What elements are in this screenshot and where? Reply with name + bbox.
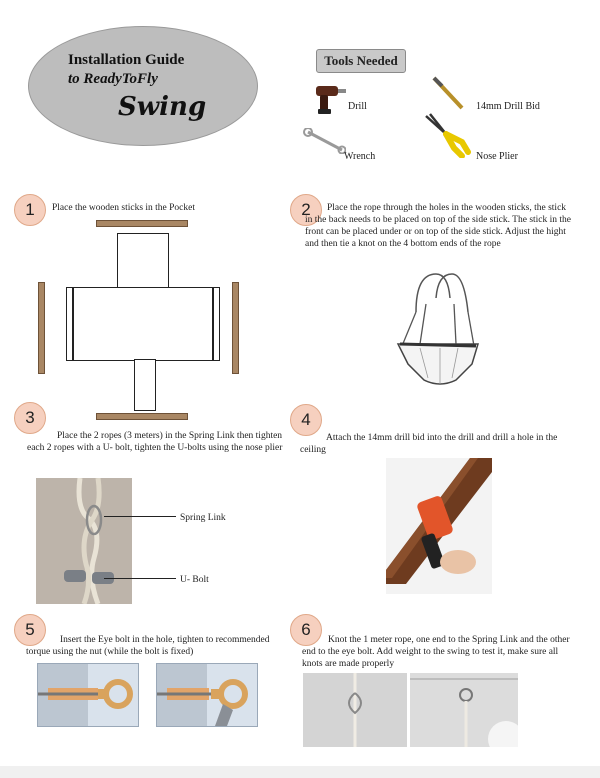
wooden-stick-left [38, 282, 45, 374]
u-bolt-pointer [104, 578, 176, 579]
step-6-photo-2 [410, 673, 518, 747]
step-6-text: Knot the 1 meter rope, one end to the Spring Link and the other end to the eye bolt. Add weight to the swing to test it, make sure all knots are made properly [302, 635, 570, 669]
eye-bolt-panel-1 [37, 663, 139, 727]
drill-bit-icon [428, 74, 468, 114]
tool-label-nose-plier: Nose Plier [476, 151, 518, 162]
swing-illustration [390, 268, 486, 402]
u-bolt-label: U- Bolt [180, 575, 209, 585]
drill-ceiling-illustration [386, 458, 492, 594]
tools-needed-header: Tools Needed [316, 49, 406, 73]
spring-link-label: Spring Link [180, 513, 226, 523]
step-2-badge: 2 [290, 194, 322, 226]
step-6-badge: 6 [290, 614, 322, 646]
step-1-text: Place the wooden sticks in the Pocket [52, 203, 195, 213]
title-swing: Swing [118, 92, 207, 122]
nose-plier-icon [424, 112, 472, 158]
step-3-badge: 3 [14, 402, 46, 434]
step-4-text: Attach the 14mm drill bid into the drill and drill a hole in the ceiling [300, 433, 558, 455]
eye-bolt-ceiling-photo-illustration [410, 673, 518, 747]
step-3-text: Place the 2 ropes (3 meters) in the Spring Link then tighten each 2 ropes with a U- bolt, tighten the U-bolts using the nose plier [27, 431, 283, 453]
pocket-bottom [134, 359, 156, 411]
drill-icon [312, 80, 348, 116]
spring-link-pointer [104, 516, 176, 517]
wooden-stick-bottom [96, 413, 188, 420]
step-4-photo [386, 458, 492, 594]
step-5-text: Insert the Eye bolt in the hole, tighten to recommended torque using the nut (while the bolt is fixed) [26, 635, 270, 657]
wooden-stick-right [232, 282, 239, 374]
swing-seat [66, 287, 220, 361]
step-1-badge: 1 [14, 194, 46, 226]
wooden-stick-top [96, 220, 188, 227]
rope-knot-photo-illustration [303, 673, 407, 747]
seat-right-seam [212, 287, 214, 361]
rope-photo-illustration [36, 478, 132, 604]
title-line-2: to ReadyToFly [68, 71, 158, 87]
step-5-badge: 5 [14, 614, 46, 646]
pocket-top [117, 233, 169, 289]
page-bottom-strip [0, 766, 600, 778]
step-2-text: Place the rope through the holes in the wooden sticks, the stick in the back needs to be placed on top of the side stick. The stick in the front can be placed under or on top of the side stick. Adjust the hight and then tie a knot on the 4 bottom ends of the rope [305, 203, 572, 249]
tool-label-drill: Drill [348, 101, 367, 112]
step-3-photo [36, 478, 132, 604]
eye-bolt-illustration-1 [38, 664, 138, 726]
step-6-photo-1 [303, 673, 407, 747]
tool-label-wrench: Wrench [344, 151, 376, 162]
eye-bolt-illustration-2 [157, 664, 257, 726]
step-4-badge: 4 [290, 404, 322, 436]
seat-left-seam [72, 287, 74, 361]
eye-bolt-panel-2 [156, 663, 258, 727]
title-line-1: Installation Guide [68, 52, 185, 68]
wrench-icon [302, 128, 346, 154]
tool-label-drill-bit: 14mm Drill Bid [476, 101, 540, 112]
